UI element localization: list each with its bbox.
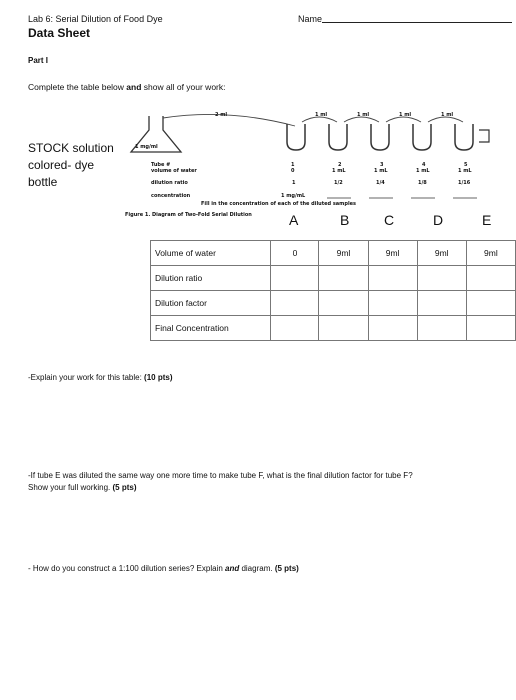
tube-letter-b: B — [340, 212, 350, 228]
tube-letter-c: C — [384, 212, 395, 228]
table-cell[interactable] — [368, 291, 417, 316]
tube-letter-a: A — [289, 212, 299, 228]
table-cell[interactable] — [368, 316, 417, 341]
table-cell[interactable] — [466, 291, 515, 316]
part-instruction: Complete the table below and show all of your work: — [28, 82, 226, 92]
tube-number: 1 — [291, 162, 295, 168]
row-label-conc: concentration — [151, 193, 191, 199]
transfer-label: 1 ml — [357, 112, 370, 118]
tube-icon — [455, 124, 473, 150]
lab-title: Lab 6: Serial Dilution of Food Dye — [28, 14, 163, 24]
table-cell[interactable] — [319, 291, 368, 316]
dilution-ratio: 1 — [292, 180, 296, 186]
question-line: -If tube E was diluted the same way one more time to make tube F, what is the final dilution factor for tube F? — [28, 471, 413, 480]
name-input-line[interactable] — [322, 22, 512, 23]
serial-dilution-diagram — [115, 108, 505, 220]
tube-letter-e: E — [482, 212, 492, 228]
row-label-ratio: dilution ratio — [151, 180, 188, 186]
table-cell[interactable] — [417, 316, 466, 341]
dilution-ratio: 1/4 — [376, 180, 385, 186]
concentration-value: 1 mg/mL — [281, 193, 306, 199]
dilution-ratio: 1/8 — [418, 180, 427, 186]
tube-icon — [329, 124, 347, 150]
transfer-label: 1 ml — [315, 112, 328, 118]
tube-icon — [371, 124, 389, 150]
dilution-ratio: 1/2 — [334, 180, 343, 186]
table-cell[interactable] — [417, 266, 466, 291]
row-label-tube: Tube # — [151, 162, 171, 168]
transfer-label: 1 ml — [441, 112, 454, 118]
row-label: Final Concentration — [151, 316, 271, 341]
stock-label-line: colored- dye — [28, 158, 95, 172]
question-line: Show your full working. (5 pts) — [28, 483, 137, 492]
table-row — [151, 241, 516, 266]
water-volume: 1 mL — [374, 168, 388, 174]
transfer-arrow — [163, 114, 295, 126]
row-label-water: volume of water — [151, 168, 197, 174]
tube-icon — [413, 124, 431, 150]
stock-conc-label: 1 mg/ml — [135, 144, 158, 150]
dilution-ratio: 1/16 — [458, 180, 471, 186]
tube-number: 5 — [464, 162, 468, 168]
part-label: Part I — [28, 56, 49, 65]
table-cell[interactable] — [319, 266, 368, 291]
question-explain-table: -Explain your work for this table: (10 pts) — [28, 373, 173, 382]
water-volume: 1 mL — [332, 168, 346, 174]
row-label: Dilution ratio — [151, 266, 271, 291]
water-volume: 1 mL — [458, 168, 472, 174]
tube-icon — [287, 124, 305, 150]
table-cell[interactable]: 9ml — [319, 241, 368, 266]
table-cell[interactable] — [319, 316, 368, 341]
stock-label-line: STOCK solution — [28, 141, 114, 155]
table-cell[interactable] — [271, 316, 319, 341]
question-dilution-series: - How do you construct a 1:100 dilution series? Explain and diagram. (5 pts) — [28, 564, 299, 573]
transfer-label: 2 ml — [215, 112, 228, 118]
table-cell[interactable]: 9ml — [466, 241, 515, 266]
tube-number: 2 — [338, 162, 342, 168]
table-row — [151, 291, 516, 316]
extra-tube-icon — [479, 130, 489, 142]
fill-note: Fill in the concentration of each of the diluted samples — [201, 201, 357, 207]
tube-letter-d: D — [433, 212, 444, 228]
table-cell[interactable]: 0 — [271, 241, 319, 266]
row-label: Volume of water — [151, 241, 271, 266]
table-cell[interactable]: 9ml — [368, 241, 417, 266]
table-row — [151, 316, 516, 341]
transfer-label: 1 ml — [399, 112, 412, 118]
table-cell[interactable] — [466, 266, 515, 291]
table-cell[interactable] — [271, 266, 319, 291]
water-volume: 0 — [291, 168, 295, 174]
table-cell[interactable] — [466, 316, 515, 341]
question-tube-f — [28, 470, 512, 494]
sheet-title: Data Sheet — [28, 26, 91, 40]
name-label: Name — [298, 14, 323, 24]
table-cell[interactable] — [271, 291, 319, 316]
figure-caption: Figure 1. Diagram of Two-Fold Serial Dilution — [125, 212, 252, 218]
tube-number: 4 — [422, 162, 426, 168]
tube-number: 3 — [380, 162, 384, 168]
table-cell[interactable] — [368, 266, 417, 291]
row-label: Dilution factor — [151, 291, 271, 316]
dilution-data-table — [150, 240, 516, 341]
table-cell[interactable]: 9ml — [417, 241, 466, 266]
stock-label-line: bottle — [28, 175, 58, 189]
water-volume: 1 mL — [416, 168, 430, 174]
stock-solution-label — [28, 140, 114, 191]
table-cell[interactable] — [417, 291, 466, 316]
table-row — [151, 266, 516, 291]
